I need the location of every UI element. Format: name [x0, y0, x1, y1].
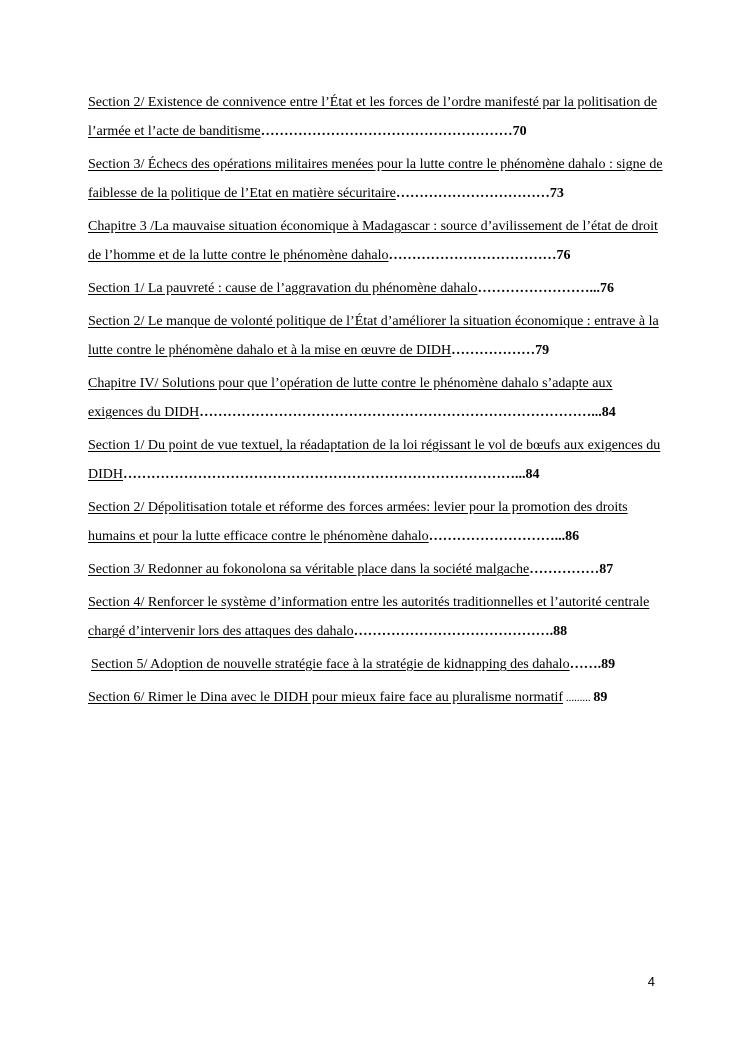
- toc-entry-leader: .........: [563, 692, 594, 704]
- toc-entry-leader: ……………………………: [395, 186, 550, 201]
- table-of-contents: [88, 88, 668, 717]
- toc-entry[interactable]: [88, 369, 668, 427]
- toc-entry-page: 88: [553, 624, 568, 639]
- toc-entry-page: .84: [598, 405, 616, 420]
- toc-entry-leader: ……………: [529, 562, 600, 577]
- toc-entry-leader: …………………………………….: [353, 624, 554, 639]
- toc-entry[interactable]: [88, 555, 668, 584]
- toc-entry-title[interactable]: Section 3/ Redonner au fokonolona sa véritable place dans la société malgache: [88, 562, 530, 577]
- toc-entry[interactable]: [88, 683, 668, 713]
- toc-entry-title[interactable]: Section 3/ Échecs des opérations militaires menées pour la lutte contre le phénomène dahalo : signe de faiblesse de la politique de l’Etat en matière sécuritaire: [88, 157, 663, 201]
- toc-entry-leader: ………………………………: [388, 248, 557, 263]
- toc-entry-page: 70: [512, 124, 527, 139]
- toc-entry-page: .86: [561, 529, 580, 544]
- toc-entry-title[interactable]: Section 5/ Adoption de nouvelle stratégie face à la stratégie de kidnapping des dahalo: [91, 657, 570, 672]
- toc-entry[interactable]: [88, 274, 668, 303]
- toc-entry-leader: ……………………..: [477, 281, 597, 296]
- toc-entry-title[interactable]: Section 6/ Rimer le Dina avec le DIDH pour mieux faire face au pluralisme normatif: [88, 690, 564, 705]
- toc-entry[interactable]: [88, 307, 668, 365]
- toc-entry-leader: …………………………………………………………………………..: [199, 405, 599, 420]
- page-number: 4: [647, 974, 655, 989]
- toc-entry-page: 76: [556, 248, 571, 263]
- toc-entry-leader: ………………………………………………: [260, 124, 513, 139]
- toc-entry-title[interactable]: Section 4/ Renforcer le système d’information entre les autorités traditionnelles et l’autorité centrale chargé d’intervenir lors des attaques des dahalo: [88, 595, 650, 639]
- toc-entry-page: .84: [522, 467, 540, 482]
- toc-entry[interactable]: [88, 588, 668, 646]
- toc-entry[interactable]: [88, 650, 668, 679]
- toc-entry-leader: …………………………………………………………………………..: [123, 467, 522, 482]
- toc-entry-page: 87: [599, 562, 614, 577]
- toc-entry-title[interactable]: Section 2/ Existence de connivence entre l’État et les forces de l’ordre manifesté par la politisation de l’armée et l’acte de banditisme: [88, 95, 658, 139]
- toc-entry[interactable]: [88, 493, 668, 551]
- toc-entry-title[interactable]: Section 1/ Du point de vue textuel, la réadaptation de la loi régissant le vol de bœufs aux exigences du DIDH: [88, 438, 661, 482]
- toc-entry-page: 79: [535, 343, 550, 358]
- toc-entry-page: 73: [549, 186, 564, 201]
- toc-entry-leader: …….: [569, 657, 602, 672]
- toc-entry[interactable]: [88, 212, 668, 270]
- toc-entry-title[interactable]: Section 2/ Dépolitisation totale et réforme des forces armées: levier pour la promotion des droits humains et pour la lutte efficace contre le phénomène dahalo: [88, 500, 628, 544]
- toc-entry-page: 89: [593, 690, 608, 705]
- toc-entry-page: .76: [596, 281, 615, 296]
- toc-entry-leader: ………………: [451, 343, 536, 358]
- toc-entry-leader: ………………………..: [428, 529, 562, 544]
- toc-entry-title[interactable]: Section 1/ La pauvreté : cause de l’aggravation du phénomène dahalo: [88, 281, 478, 296]
- toc-entry-title[interactable]: Chapitre 3 /La mauvaise situation économique à Madagascar : source d’avilissement de l’état de droit de l’homme et de la lutte contre le phénomène dahalo: [88, 219, 658, 263]
- toc-entry[interactable]: [88, 88, 668, 146]
- toc-entry[interactable]: [88, 150, 668, 208]
- toc-entry-page: 89: [601, 657, 616, 672]
- toc-entry-title[interactable]: Section 2/ Le manque de volonté politique de l’État d’améliorer la situation économique : entrave à la lutte contre le phénomène dahalo et à la mise en œuvre de DIDH: [88, 314, 659, 358]
- toc-entry[interactable]: [88, 431, 668, 489]
- toc-entry-title[interactable]: Chapitre IV/ Solutions pour que l’opération de lutte contre le phénomène dahalo s’adapte aux exigences du DIDH: [88, 376, 613, 420]
